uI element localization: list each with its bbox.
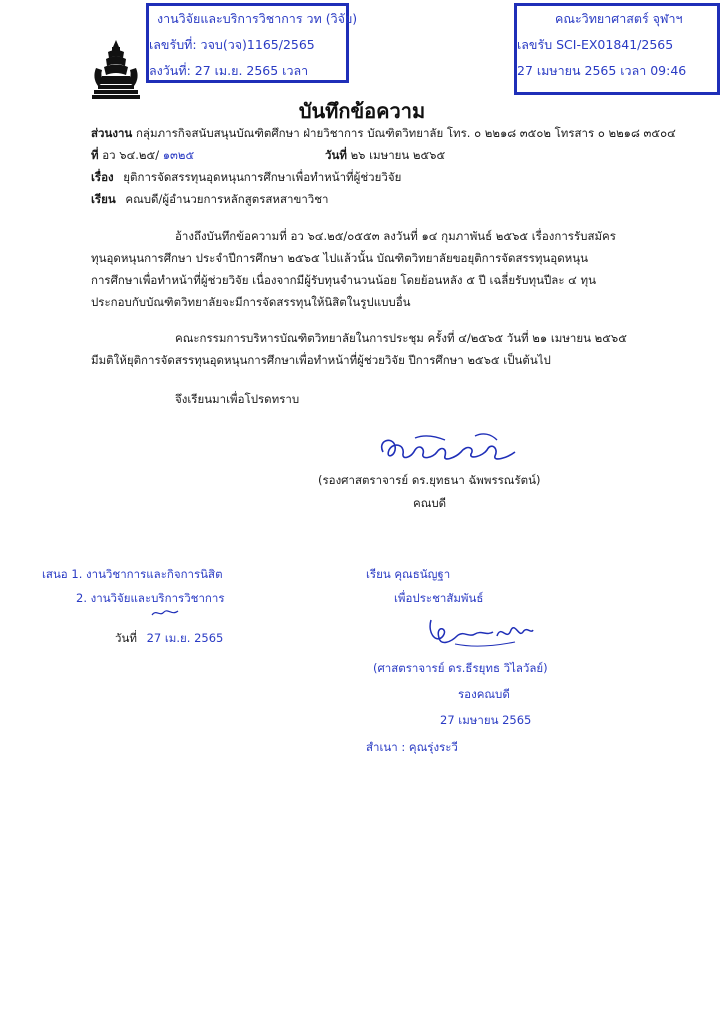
vice-dean-name: (ศาสตราจารย์ ดร.ธีรยุทธ วิไลวัลย์) xyxy=(373,661,548,675)
initial-signature xyxy=(150,607,180,619)
university-emblem xyxy=(90,38,142,100)
stamp-faculty-number: เลขรับ SCI-EX01841/2565 xyxy=(517,37,674,52)
routing-note-line-1: เรียน คุณธนัญฐา xyxy=(366,567,451,581)
subject-line xyxy=(91,169,401,187)
closing-text: จึงเรียนมาเพื่อโปรดทราบ xyxy=(175,392,300,406)
recipient-line xyxy=(91,191,329,209)
recipient-value: คณบดี/ผู้อำนวยการหลักสูตรสหสาขาวิชา xyxy=(125,192,329,206)
vice-dean-date: 27 เมษายน 2565 xyxy=(440,713,532,727)
reference-value: อว ๖๔.๒๕/ xyxy=(102,148,160,162)
body-paragraph-2 xyxy=(91,327,627,371)
stamp-faculty-date: 27 เมษายน 2565 เวลา 09:46 xyxy=(517,63,687,78)
vice-dean-signature xyxy=(425,614,535,650)
recipient-label: เรียน xyxy=(91,192,116,206)
received-stamp-research xyxy=(146,3,358,83)
date-label: วันที่ xyxy=(325,148,347,162)
forward-note-date-value: 27 เม.ย. 2565 xyxy=(146,631,224,645)
dean-name: (รองศาสตราจารย์ ดร.ยุทธนา ฉัพพรรณรัตน์) xyxy=(318,473,541,487)
stamp-faculty: คณะวิทยาศาสตร์ จุฬาฯ xyxy=(555,11,683,26)
received-stamp-faculty xyxy=(514,3,720,95)
reference-line xyxy=(91,147,194,165)
forward-note-line-2: 2. งานวิจัยและบริการวิชาการ xyxy=(76,591,225,605)
date-value: ๒๖ เมษายน ๒๕๖๕ xyxy=(350,148,446,162)
reference-label: ที่ xyxy=(91,148,99,162)
copy-to-note: สำเนา : คุณรุ่งระวี xyxy=(366,740,458,754)
forward-note-date xyxy=(115,630,223,648)
memo-title: บันทึกข้อความ xyxy=(298,99,426,123)
department-label: ส่วนงาน xyxy=(91,126,133,140)
dean-position: คณบดี xyxy=(413,496,447,510)
stamp-received-number: เลขรับที่: วจบ(วจ)1165/2565 xyxy=(149,37,315,52)
stamp-received-date: ลงวันที่: 27 เม.ย. 2565 เวลา xyxy=(149,63,309,78)
forward-note-date-label: วันที่ xyxy=(115,631,137,645)
paragraph-line: ประกอบกับบัณฑิตวิทยาลัยจะมีการจัดสรรทุนให้นิสิตในรูปแบบอื่น xyxy=(91,295,411,309)
department-value: กลุ่มภารกิจสนับสนุนบัณฑิตศึกษา ฝ่ายวิชาการ บัณฑิตวิทยาลัย โทร. ๐ ๒๒๑๘ ๓๕๐๒ โทรสาร ๐ ๒๒๑๘ ๓๕๐๔ xyxy=(135,126,676,140)
paragraph-line: อ้างถึงบันทึกข้อความที่ อว ๖๔.๒๕/๐๕๕๓ ลงวันที่ ๑๔ กุมภาพันธ์ ๒๕๖๕ เรื่องการรับสมัคร xyxy=(175,229,616,243)
forward-note-line-1: เสนอ 1. งานวิชาการและกิจการนิสิต xyxy=(42,567,223,581)
routing-note-line-2: เพื่อประชาสัมพันธ์ xyxy=(394,591,484,605)
body-paragraph-1 xyxy=(91,225,616,313)
paragraph-line: การศึกษาเพื่อทำหน้าที่ผู้ช่วยวิจัย เนื่องจากมีผู้รับทุนจำนวนน้อย โดยย้อนหลัง ๕ ปี เฉลี่ยรับทุนปีละ ๔ ทุน xyxy=(91,273,596,287)
paragraph-line: คณะกรรมการบริหารบัณฑิตวิทยาลัยในการประชุม ครั้งที่ ๔/๒๕๖๕ วันที่ ๒๑ เมษายน ๒๕๖๕ xyxy=(175,331,627,345)
paragraph-line: ทุนอุดหนุนการศึกษา ประจำปีการศึกษา ๒๕๖๕ ไปแล้วนั้น บัณฑิตวิทยาลัยขอยุติการจัดสรรทุนอุดหนุน xyxy=(91,251,588,265)
vice-dean-position: รองคณบดี xyxy=(458,687,510,701)
subject-value: ยุติการจัดสรรทุนอุดหนุนการศึกษาเพื่อทำหน้าที่ผู้ช่วยวิจัย xyxy=(123,170,402,184)
subject-label: เรื่อง xyxy=(91,170,114,184)
paragraph-line: มีมติให้ยุติการจัดสรรทุนอุดหนุนการศึกษาเพื่อทำหน้าที่ผู้ช่วยวิจัย ปีการศึกษา ๒๕๖๕ เป็นต้นไป xyxy=(91,353,551,367)
department-line xyxy=(91,125,676,143)
dean-signature xyxy=(375,430,525,470)
reference-number: ๑๓๒๕ xyxy=(162,148,195,162)
stamp-unit: งานวิจัยและบริการวิชาการ วท (วิจัย) xyxy=(157,11,358,26)
date-line xyxy=(325,147,445,165)
